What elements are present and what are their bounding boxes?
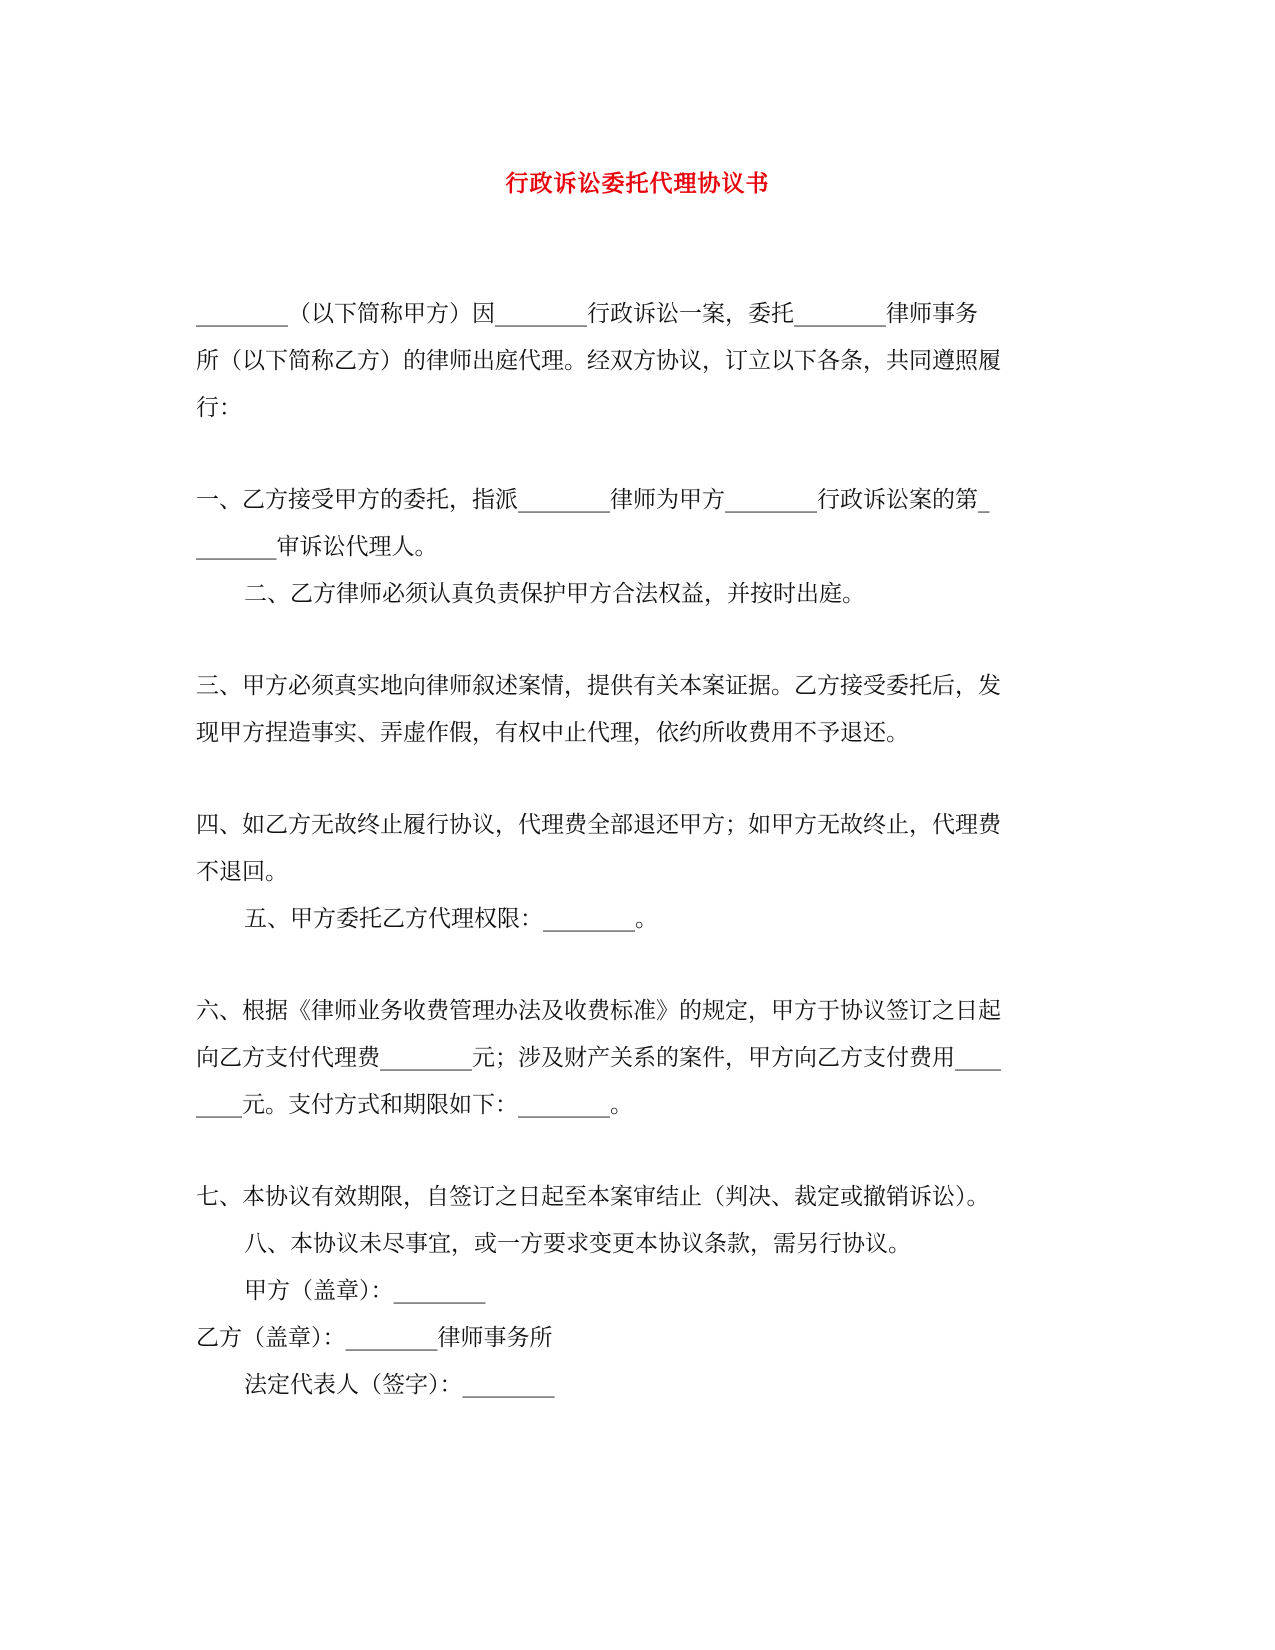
clause-3-line-1: 三、甲方必须真实地向律师叙述案情，提供有关本案证据。乙方接受委托后，发 bbox=[196, 673, 1001, 699]
clause-5: 五、甲方委托乙方代理权限：________。 bbox=[244, 906, 658, 932]
clause-6-line-1: 六、根据《律师业务收费管理办法及收费标准》的规定，甲方于协议签订之日起 bbox=[196, 998, 1001, 1024]
clause-2: 二、乙方律师必须认真负责保护甲方合法权益，并按时出庭。 bbox=[244, 581, 865, 607]
signature-representative: 法定代表人（签字）：________ bbox=[244, 1372, 555, 1398]
clause-4-line-1: 四、如乙方无故终止履行协议，代理费全部退还甲方；如甲方无故终止，代理费 bbox=[196, 812, 1001, 838]
signature-party-b: 乙方（盖章）：________律师事务所 bbox=[196, 1325, 553, 1351]
clause-6-line-2: 向乙方支付代理费________元；涉及财产关系的案件，甲方向乙方支付费用____ bbox=[196, 1045, 1001, 1071]
intro-line-1: ________（以下简称甲方）因________行政诉讼一案，委托________律师事务 bbox=[196, 301, 978, 327]
intro-line-2: 所（以下简称乙方）的律师出庭代理。经双方协议，订立以下各条，共同遵照履 bbox=[196, 348, 1001, 374]
clause-3-line-2: 现甲方捏造事实、弄虚作假，有权中止代理，依约所收费用不予退还。 bbox=[196, 720, 909, 746]
clause-6-line-3: ____元。支付方式和期限如下：________。 bbox=[196, 1092, 633, 1118]
clause-1-line-1: 一、乙方接受甲方的委托，指派________律师为甲方________行政诉讼案的第_ bbox=[196, 487, 990, 513]
clause-1-line-2: _______审诉讼代理人。 bbox=[196, 534, 438, 560]
clause-8: 八、本协议未尽事宜，或一方要求变更本协议条款，需另行协议。 bbox=[244, 1231, 911, 1257]
signature-party-a: 甲方（盖章）：________ bbox=[244, 1278, 486, 1304]
intro-line-3: 行： bbox=[196, 395, 242, 421]
clause-4-line-2: 不退回。 bbox=[196, 859, 288, 885]
document-title: 行政诉讼委托代理协议书 bbox=[505, 170, 770, 197]
clause-7: 七、本协议有效期限，自签订之日起至本案审结止（判决、裁定或撤销诉讼）。 bbox=[196, 1184, 990, 1210]
